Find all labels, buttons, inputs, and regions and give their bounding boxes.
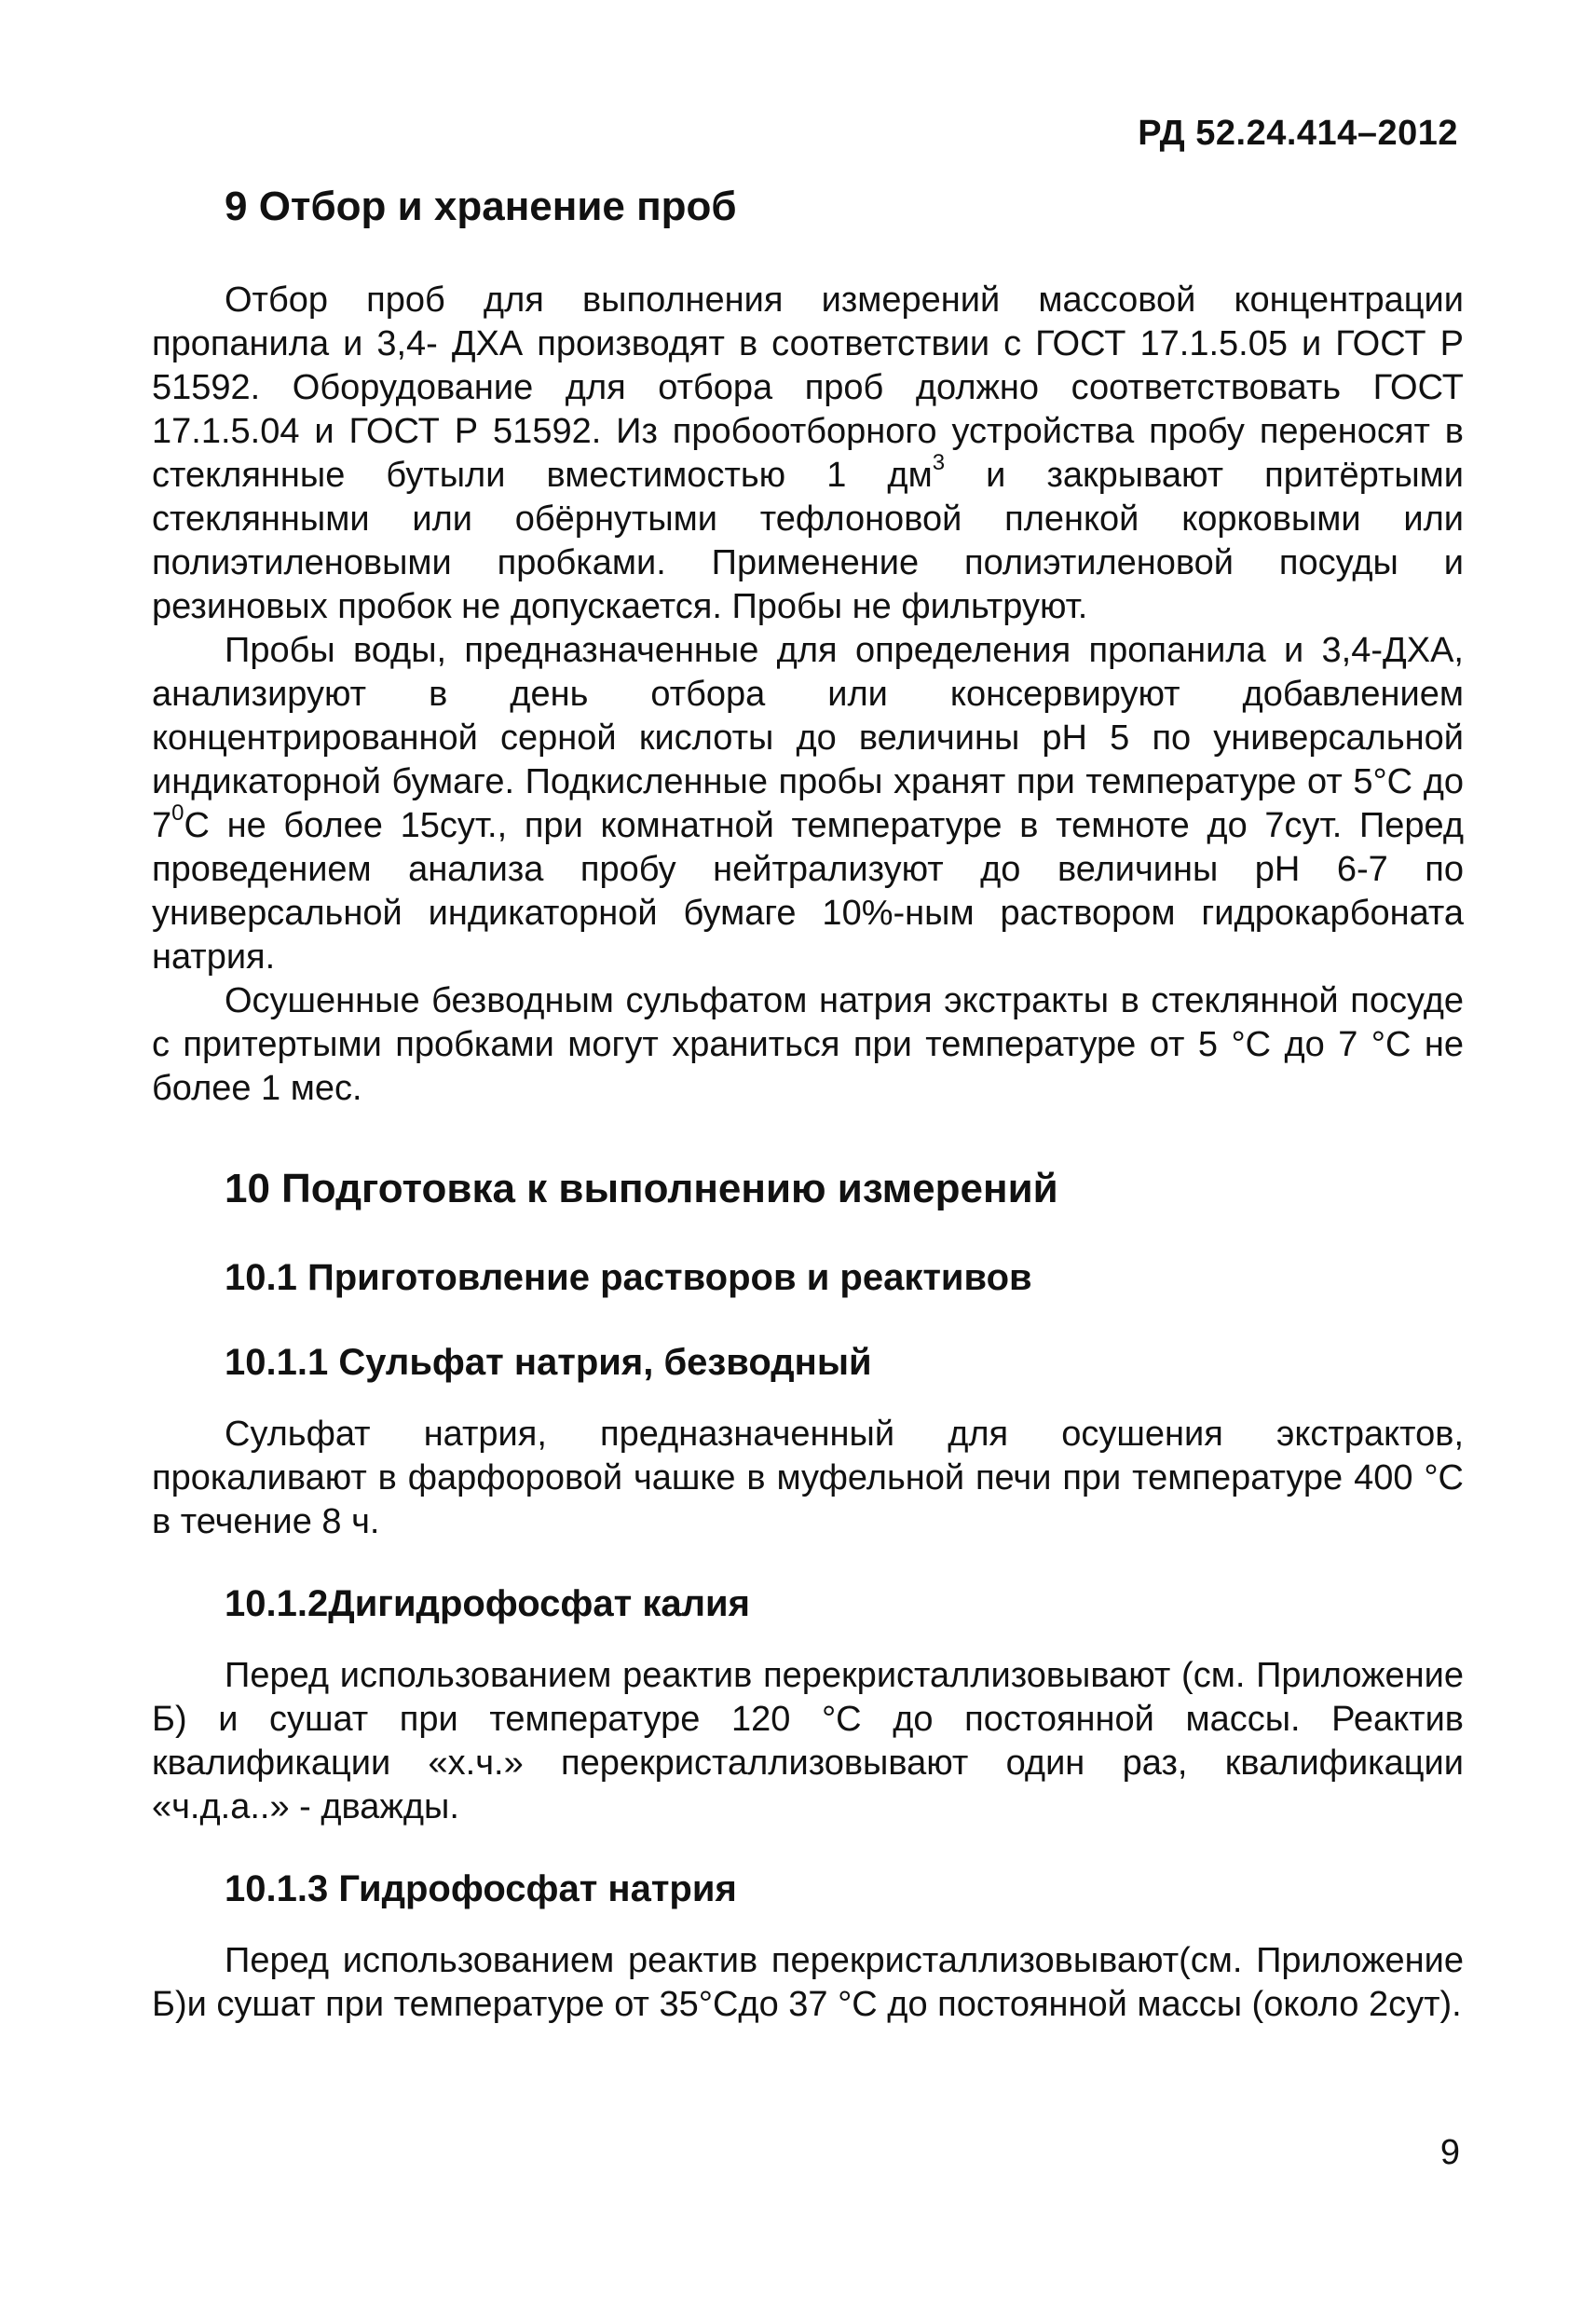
superscript-exponent: 3 — [932, 449, 946, 475]
section-10-title: 10 Подготовка к выполнению измерений — [225, 1165, 1058, 1211]
section-9-paragraph-1 — [152, 279, 1464, 629]
subsection-10-1-title: 10.1 Приготовление растворов и реактивов — [225, 1256, 1032, 1298]
page-number: 9 — [1439, 2133, 1460, 2172]
subsection-10-1-2-text: Перед использованием реактив перекристаллизовывают (см. Приложение Б) и сушат при температуре 120 °С до постоянной массы. Реактив квалификации «х.ч.» перекристаллизовывают один раз, квалификации «ч.д.а..» - дважды. — [152, 1655, 1464, 1826]
section-9-paragraph-2 — [152, 629, 1464, 979]
subsection-10-1-2-title: 10.1.2Дигидрофосфат калия — [225, 1582, 750, 1624]
paragraph-text: Отбор проб для выполнения измерений массовой концентрации пропанила и 3,4- ДХА производят в соответствии с ГОСТ 17.1.5.05 и ГОСТ Р 51592. Оборудование для отбора проб должно соответствовать ГОСТ 17.1.5.04 и ГОСТ Р 51592. Из пробоотборного устройства пробу переносят в стеклянные бутыли вместимостью 1 дм — [152, 280, 1464, 495]
document-code: РД 52.24.414–2012 — [1138, 114, 1458, 153]
subsection-10-1-3-text: Перед использованием реактив перекристаллизовывают(см. Приложение Б)и сушат при температуре от 35°Сдо 37 °С до постоянной массы (около 2сут). — [152, 1940, 1464, 2024]
subsection-10-1-1-text: Сульфат натрия, предназначенный для осушения экстрактов, прокаливают в фарфоровой чашке в муфельной печи при температуре 400 °С в течение 8 ч. — [152, 1414, 1464, 1541]
subsection-10-1-1-title: 10.1.1 Сульфат натрия, безводный — [225, 1341, 872, 1383]
page-content — [152, 183, 1464, 2027]
section-9-paragraph-3: Осушенные безводным сульфатом натрия экстракты в стеклянной посуде с притертыми пробками могут храниться при температуре от 5 °С до 7 °С не более 1 мес. — [152, 980, 1464, 1108]
paragraph-text: и закрывают притёртыми стеклянными или обёрнутыми тефлоновой пленкой корковыми или полиэтиленовыми пробками. Применение полиэтиленовой посуды и резиновых пробок не допускается. Пробы не фильтруют. — [152, 455, 1464, 626]
paragraph-text: Пробы воды, предназначенные для определения пропанила и 3,4-ДХА, анализируют в день отбора или консервируют добавлением концентрированной серной кислоты до величины рН 5 по универсальной индикаторной бумаге. Подкисленные пробы хранят при температуре от 5°С до 7 — [152, 630, 1464, 845]
paragraph-text: С не более 15сут., при комнатной температуре в темноте до 7сут. Перед проведением анализа пробу нейтрализуют до величины рН 6-7 по универсальной индикаторной бумаге 10%-ным раствором гидрокарбоната натрия. — [152, 805, 1464, 977]
subsection-10-1-3-title: 10.1.3 Гидрофосфат натрия — [225, 1867, 737, 1909]
section-9-title: 9 Отбор и хранение проб — [225, 184, 737, 229]
superscript-degree: 0 — [171, 800, 184, 826]
